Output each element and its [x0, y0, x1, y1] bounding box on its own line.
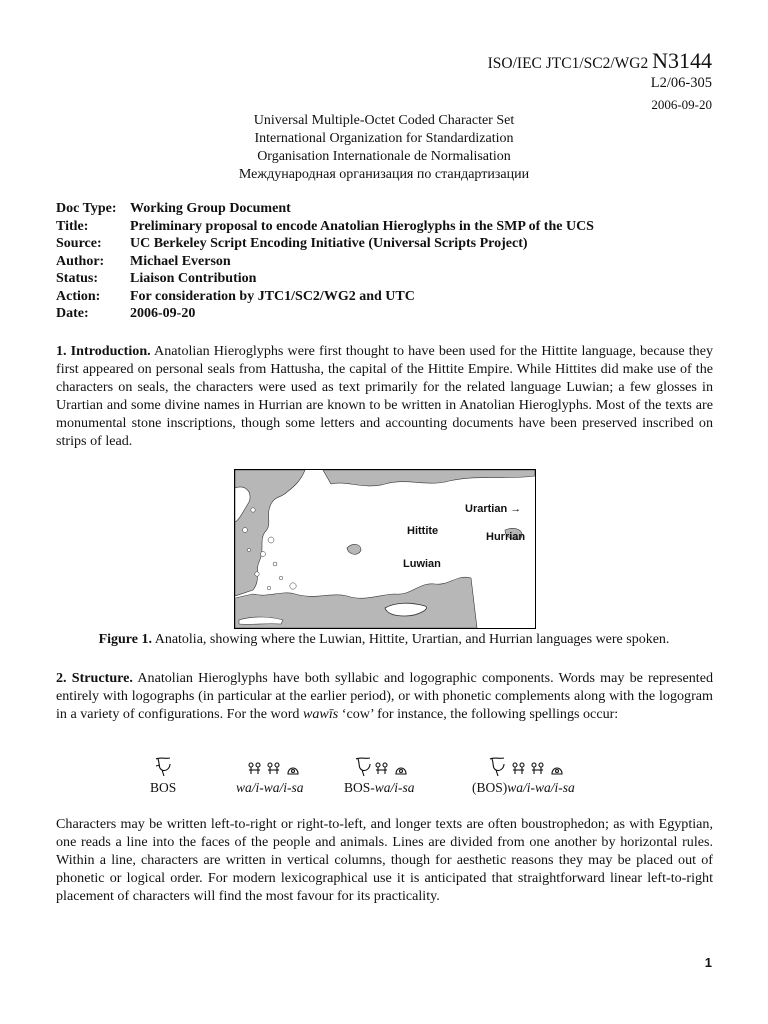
introduction-paragraph	[56, 342, 713, 450]
section-heading: 1. Introduction.	[56, 343, 151, 359]
meta-row-title	[56, 219, 594, 237]
section-text: Anatolian Hieroglyphs have both syllabic and logographic components. Words may be represented entirely with logographs (in particular at the earlier period), or with phonetic complements along with the logogram in a variety of configurations. For the word	[56, 670, 713, 722]
bos-wa-wa-sa-hieroglyphs	[488, 756, 574, 776]
l2-number: L2/06-305	[650, 75, 712, 91]
meta-key: Action:	[56, 288, 101, 304]
spelling-label-3	[344, 780, 415, 796]
metadata-table	[56, 201, 594, 324]
figure-text: Anatolia, showing where the Luwian, Hittite, Urartian, and Hurrian languages were spoken.	[154, 632, 670, 647]
org-line-1: Universal Multiple-Octet Coded Character Set	[253, 113, 515, 128]
meta-key: Date:	[56, 306, 89, 321]
page-number: 1	[704, 955, 712, 970]
header-date: 2006-09-20	[651, 97, 712, 112]
meta-value: For consideration by JTC1/SC2/WG2 and UTC	[130, 288, 415, 304]
label-urartian: Urartian →	[465, 503, 522, 515]
structure-paragraph	[56, 669, 713, 723]
meta-value: Preliminary proposal to encode Anatolian Hieroglyphs in the SMP of the UCS	[130, 218, 594, 234]
meta-value: 2006-09-20	[130, 306, 196, 321]
meta-row-author	[56, 254, 594, 272]
meta-value: Michael Everson	[130, 253, 231, 269]
bos-hieroglyph	[152, 756, 176, 776]
anatolia-map	[234, 469, 536, 629]
section-heading: 2. Structure.	[56, 670, 133, 686]
org-line-3: Organisation Internationale de Normalisation	[257, 149, 511, 164]
spelling-italic: wa/i-wa/i-sa	[507, 780, 575, 795]
spelling-plain: BOS-	[344, 780, 375, 795]
meta-value: UC Berkeley Script Encoding Initiative (Universal Scripts Project)	[130, 236, 528, 251]
meta-row-status	[56, 271, 594, 289]
document-number	[488, 48, 712, 74]
label-hurrian: Hurrian	[486, 531, 526, 543]
meta-key: Doc Type:	[56, 201, 117, 216]
doc-prefix: ISO/IEC JTC1/SC2/WG2	[487, 55, 649, 72]
map-drawing	[235, 470, 535, 628]
writing-direction-paragraph: Characters may be written left-to-right or right-to-left, and longer texts are often boustrophedon; as with Egyptian, one reads a line into the faces of the people and animals. Lines are divided from one another by horizontal rules. Within a line, characters are written in vertical columns, though for aesthetic reasons they may be placed out of phonetic or logical order. For modern lexicographical use it is anticipated that straightforward linear left-to-right placement of characters will find the most favour for its practicality.	[56, 816, 713, 904]
spelling-label-1	[150, 780, 176, 796]
spelling-label-4	[472, 780, 575, 796]
example-gloss: ‘cow’	[341, 706, 374, 722]
section-text-continued: for instance, the following spellings occur:	[377, 706, 619, 722]
bos-wa-sa-hieroglyphs	[354, 756, 414, 776]
spelling-label-2	[236, 780, 304, 796]
label-luwian: Luwian	[403, 558, 441, 570]
doc-number: N3144	[652, 48, 712, 73]
spelling-plain: (BOS)	[472, 780, 508, 795]
meta-row-source	[56, 236, 594, 254]
meta-row-doctype	[56, 201, 594, 219]
org-line-2: International Organization for Standardization	[254, 131, 514, 146]
figure-caption	[0, 632, 768, 648]
meta-key: Author:	[56, 253, 105, 269]
meta-value: Working Group Document	[130, 201, 291, 216]
org-line-4: Международная организация по стандартизации	[238, 167, 530, 182]
meta-value: Liaison Contribution	[130, 271, 257, 286]
figure-label: Figure 1.	[98, 632, 152, 647]
wa-wa-sa-hieroglyphs	[246, 756, 306, 776]
section-text: Anatolian Hieroglyphs were first thought to have been used for the Hittite language, because they first appeared on personal seals from Hattusha, the capital of the Hittite Empire. While Hittites did make use of the characters on seals, the characters were used as text primarily for the related language Luwian; a few glosses in Urartian and some divine names in Hurrian are known to be written in Anatolian Hieroglyphs. Most of the texts are monumental stone inscriptions, though some letters and accounting documents have been preserved inscribed on strips of lead.	[56, 343, 713, 449]
meta-key: Source:	[56, 236, 102, 251]
spelling-italic: wa/i-sa	[374, 780, 415, 795]
example-word: wawīs	[302, 706, 339, 722]
meta-row-date	[56, 306, 594, 324]
meta-row-action	[56, 289, 594, 307]
spelling-plain: BOS	[150, 780, 177, 795]
meta-key: Title:	[56, 218, 89, 234]
label-hittite: Hittite	[407, 525, 439, 537]
meta-key: Status:	[56, 271, 99, 286]
spelling-italic: wa/i-wa/i-sa	[236, 780, 304, 795]
